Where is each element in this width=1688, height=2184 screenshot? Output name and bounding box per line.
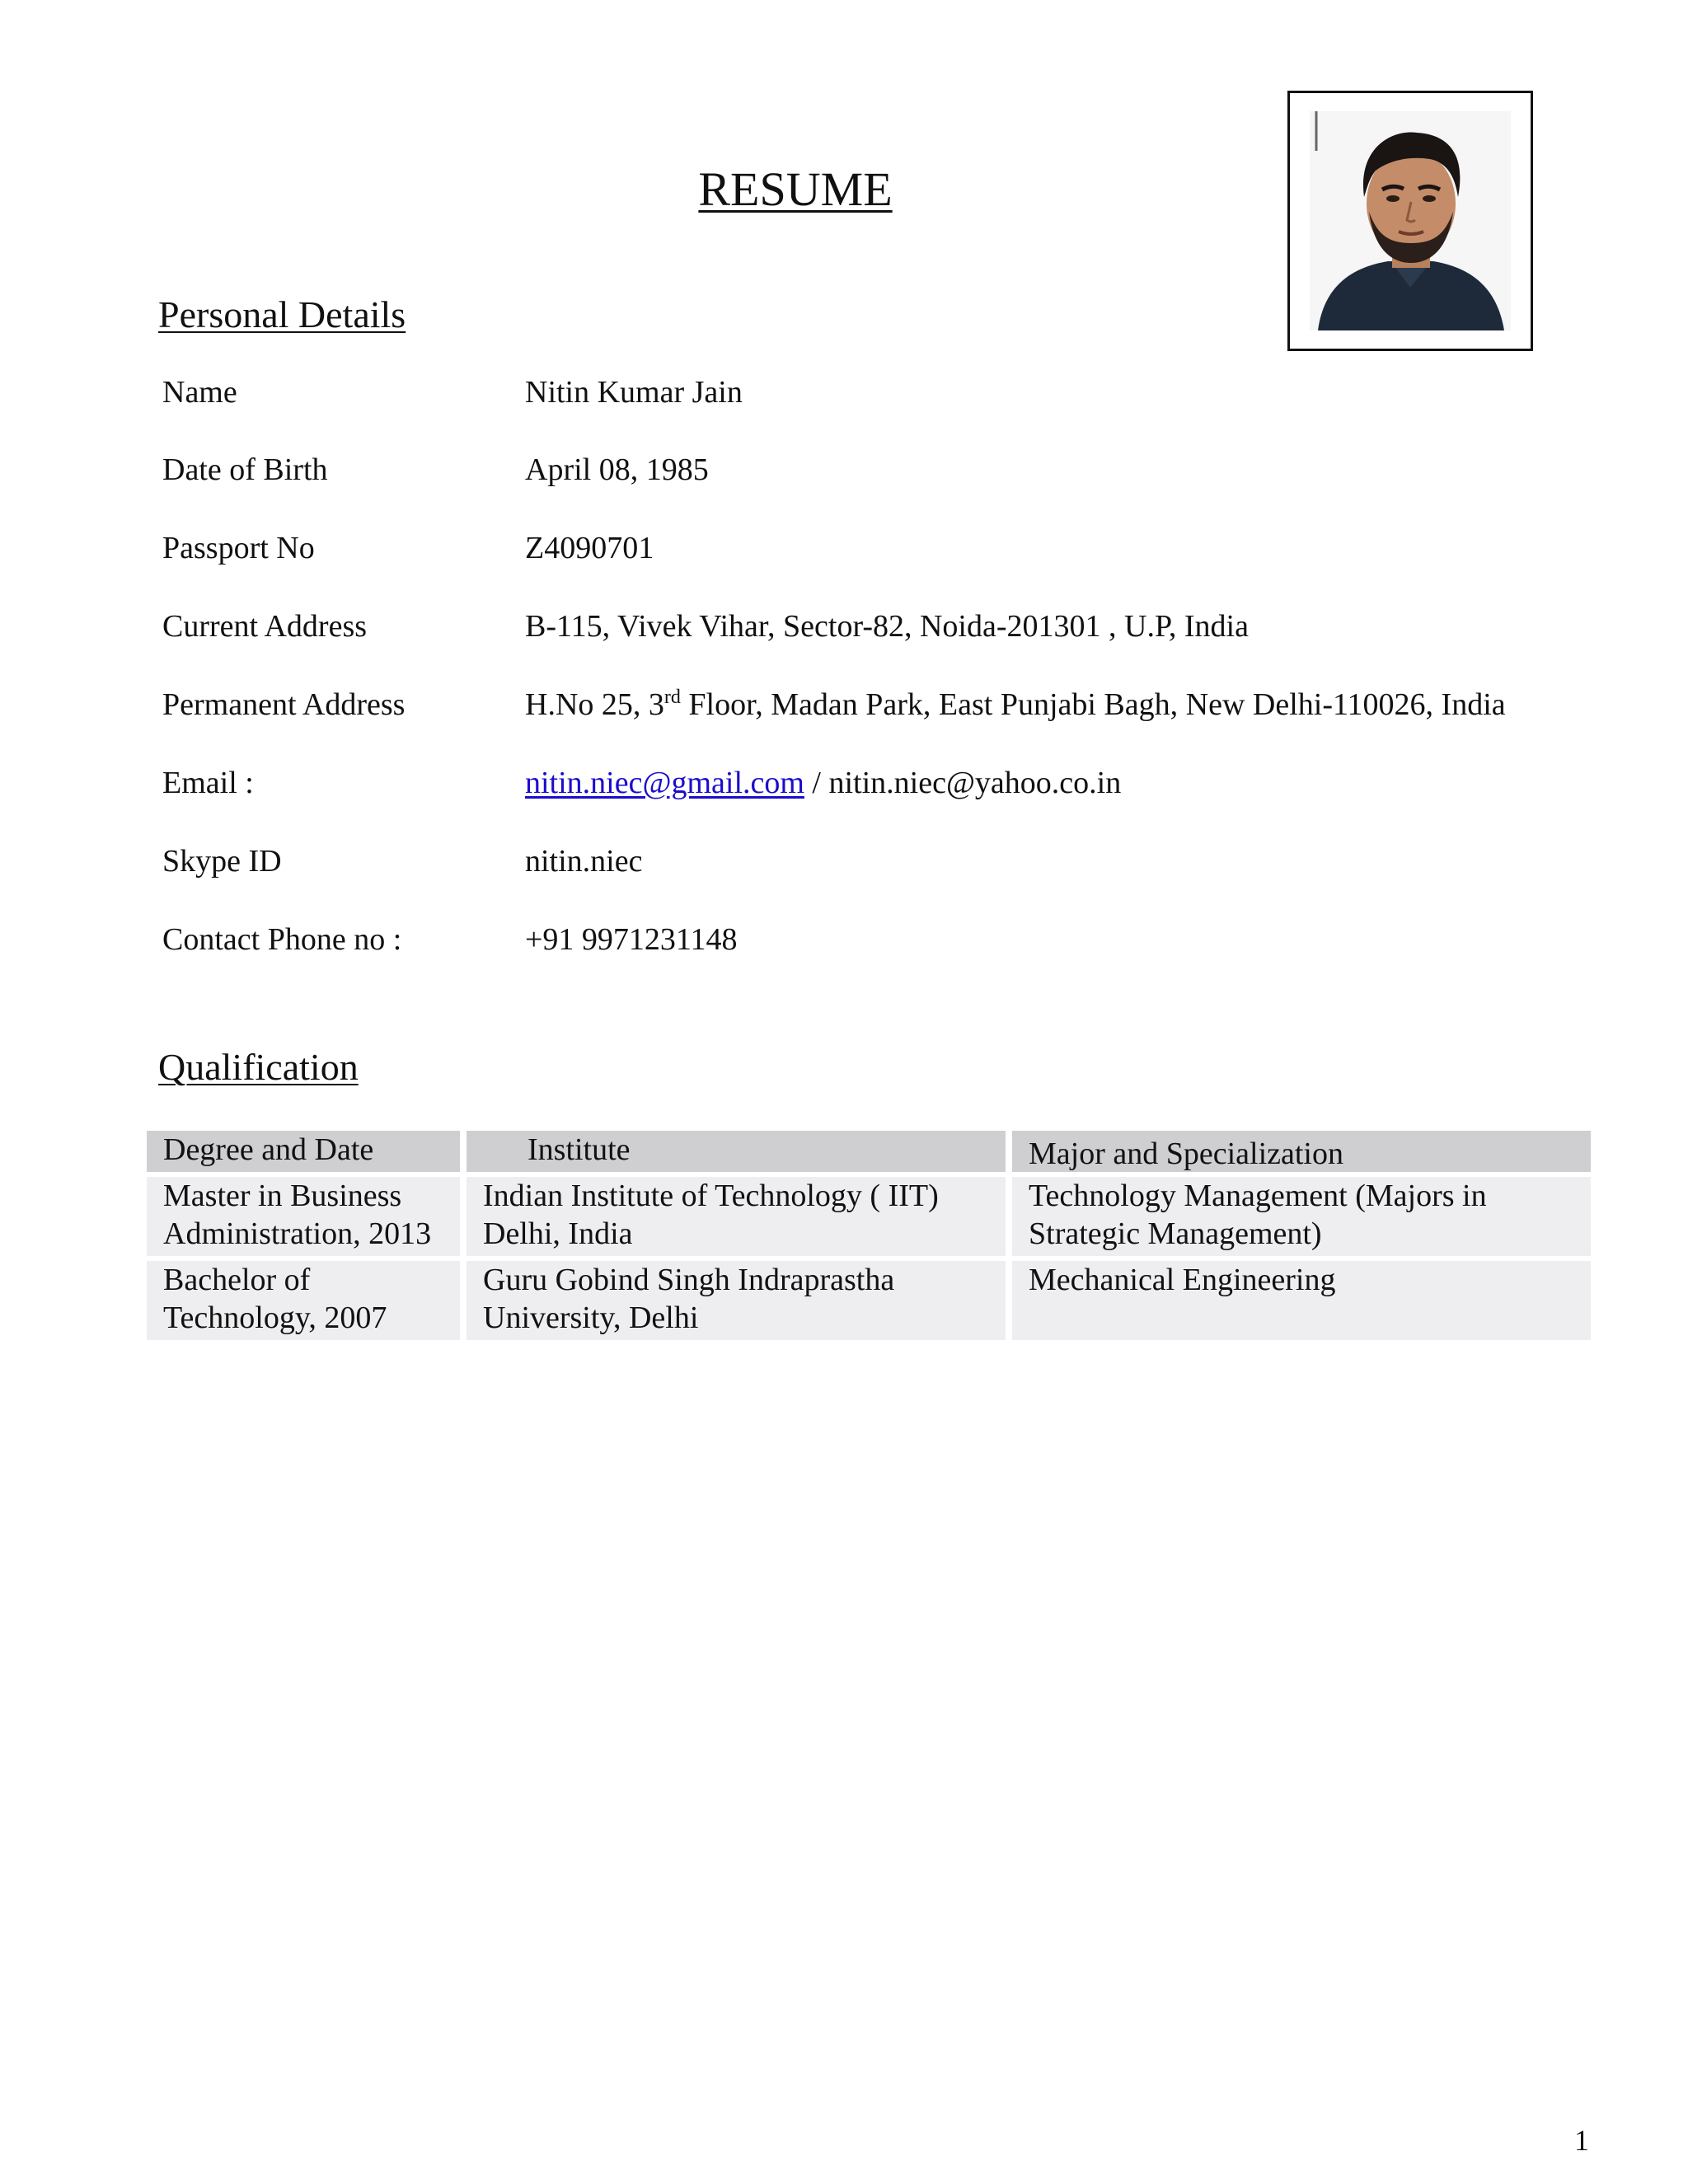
detail-label: Permanent Address xyxy=(162,687,406,722)
email-alt: / nitin.niec@yahoo.co.in xyxy=(804,766,1122,800)
resume-title: RESUME xyxy=(698,162,893,216)
page-number: 1 xyxy=(1574,2124,1589,2157)
degree-line: Technology, 2007 xyxy=(163,1301,387,1335)
detail-label: Email : xyxy=(162,766,254,800)
ordinal-suffix: rd xyxy=(663,687,681,708)
major-line: Technology Management (Majors in xyxy=(1029,1179,1487,1213)
person-photo-icon xyxy=(1310,111,1511,330)
column-header-degree: Degree and Date xyxy=(147,1131,460,1172)
institute-line: Delhi, India xyxy=(483,1216,633,1251)
profile-photo-frame xyxy=(1287,91,1533,351)
table-row xyxy=(147,1261,460,1340)
detail-label: Skype ID xyxy=(162,844,282,879)
detail-value-name: Nitin Kumar Jain xyxy=(525,375,743,410)
major-line: Strategic Management) xyxy=(1029,1216,1322,1251)
detail-value-skype: nitin.niec xyxy=(525,844,643,879)
detail-value-dob: April 08, 1985 xyxy=(525,452,709,487)
institute-line: Indian Institute of Technology ( IIT) xyxy=(483,1179,939,1213)
detail-value-passport: Z4090701 xyxy=(525,531,654,565)
table-row xyxy=(147,1177,460,1256)
column-header-major: Major and Specialization xyxy=(1012,1131,1591,1172)
degree-line: Master in Business xyxy=(163,1179,402,1213)
table-cell-institute xyxy=(467,1177,1006,1256)
institute-line: Guru Gobind Singh Indraprastha xyxy=(483,1263,895,1297)
table-cell-major xyxy=(1012,1177,1591,1256)
detail-label: Current Address xyxy=(162,609,368,644)
address-part: H.No 25, 3 xyxy=(525,687,664,722)
profile-photo xyxy=(1310,111,1511,330)
address-part: Floor, Madan Park, East Punjabi Bagh, New Delhi-110026, India xyxy=(680,687,1506,722)
qualification-heading: Qualification xyxy=(158,1046,359,1088)
detail-value-email xyxy=(525,765,1121,801)
personal-details-heading: Personal Details xyxy=(158,293,406,335)
detail-label: Date of Birth xyxy=(162,452,328,487)
table-cell-institute xyxy=(467,1261,1006,1340)
major-line: Mechanical Engineering xyxy=(1029,1263,1336,1297)
detail-label: Passport No xyxy=(162,531,315,565)
degree-line: Administration, 2013 xyxy=(163,1216,432,1251)
detail-value-permanent-address xyxy=(525,687,1506,723)
table-cell-major xyxy=(1012,1261,1591,1340)
detail-value-current-address: B-115, Vivek Vihar, Sector-82, Noida-201301 , U.P, India xyxy=(525,609,1249,644)
column-header-institute: Institute xyxy=(467,1131,1006,1172)
detail-label: Name xyxy=(162,375,237,410)
detail-label: Contact Phone no : xyxy=(162,922,402,957)
email-link[interactable]: nitin.niec@gmail.com xyxy=(525,766,804,800)
institute-line: University, Delhi xyxy=(483,1301,699,1335)
degree-line: Bachelor of xyxy=(163,1263,311,1297)
detail-value-phone: +91 9971231148 xyxy=(525,922,738,957)
